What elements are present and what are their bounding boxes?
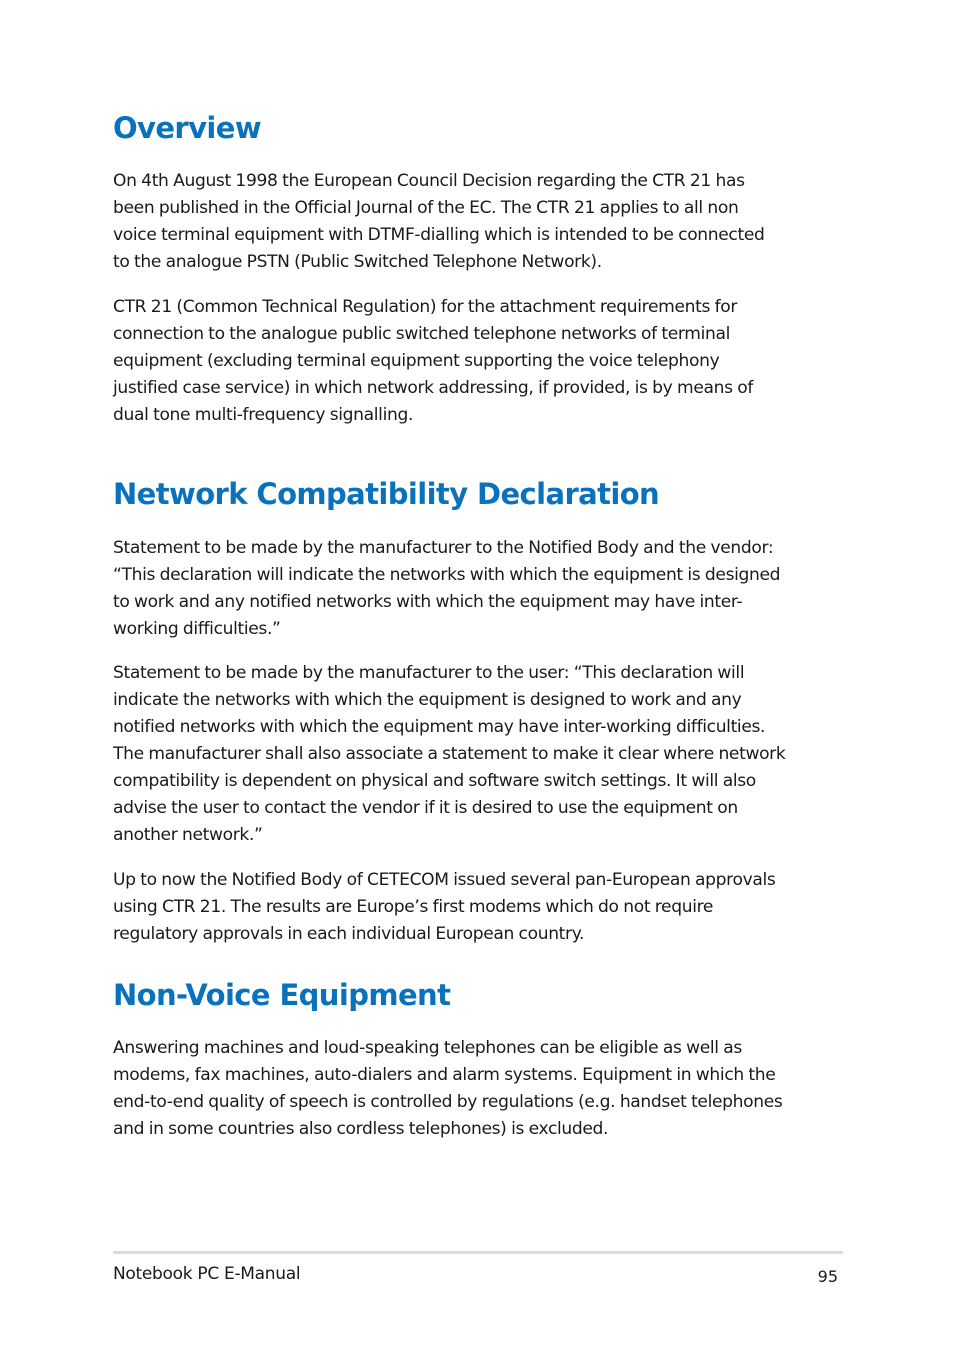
section-heading-non-voice-equipment: Non-Voice Equipment xyxy=(113,978,451,1012)
text-line: connection to the analogue public switched telephone networks of terminal xyxy=(113,324,730,344)
text-line: voice terminal equipment with DTMF-dialling which is intended to be connected xyxy=(113,225,765,245)
text-line: modems, fax machines, auto-dialers and alarm systems. Equipment in which the xyxy=(113,1065,776,1085)
text-line: to the analogue PSTN (Public Switched Telephone Network). xyxy=(113,252,602,272)
text-line: another network.” xyxy=(113,825,263,845)
text-line: CTR 21 (Common Technical Regulation) for the attachment requirements for xyxy=(113,297,738,317)
section-heading-overview: Overview xyxy=(113,111,262,145)
paragraph-overview-1 xyxy=(113,168,843,276)
paragraph-network-2 xyxy=(113,660,843,849)
text-line: The manufacturer shall also associate a statement to make it clear where network xyxy=(113,744,786,764)
text-line: equipment (excluding terminal equipment supporting the voice telephony xyxy=(113,351,720,371)
text-line: Answering machines and loud-speaking telephones can be eligible as well as xyxy=(113,1038,742,1058)
text-line: On 4th August 1998 the European Council Decision regarding the CTR 21 has xyxy=(113,171,745,191)
footer-page-number: 95 xyxy=(817,1267,838,1286)
paragraph-network-3 xyxy=(113,867,843,948)
text-line: Statement to be made by the manufacturer to the Notified Body and the vendor: xyxy=(113,538,774,558)
footer-manual-title: Notebook PC E-Manual xyxy=(113,1264,301,1284)
footer-divider xyxy=(113,1251,843,1254)
paragraph-non-voice-1 xyxy=(113,1035,843,1143)
text-line: end-to-end quality of speech is controlled by regulations (e.g. handset telephones xyxy=(113,1092,783,1112)
text-line: and in some countries also cordless telephones) is excluded. xyxy=(113,1119,609,1139)
text-line: “This declaration will indicate the networks with which the equipment is designed xyxy=(113,565,781,585)
text-line: working difficulties.” xyxy=(113,619,281,639)
text-line: been published in the Official Journal of the EC. The CTR 21 applies to all non xyxy=(113,198,739,218)
paragraph-network-1 xyxy=(113,535,843,643)
text-line: indicate the networks with which the equipment is designed to work and any xyxy=(113,690,742,710)
text-line: advise the user to contact the vendor if it is desired to use the equipment on xyxy=(113,798,738,818)
text-line: dual tone multi-frequency signalling. xyxy=(113,405,414,425)
paragraph-overview-2 xyxy=(113,294,843,429)
text-line: to work and any notified networks with which the equipment may have inter- xyxy=(113,592,743,612)
section-heading-network-compatibility: Network Compatibility Declaration xyxy=(113,477,660,511)
text-line: Statement to be made by the manufacturer to the user: “This declaration will xyxy=(113,663,745,683)
text-line: regulatory approvals in each individual European country. xyxy=(113,924,585,944)
text-line: compatibility is dependent on physical and software switch settings. It will also xyxy=(113,771,756,791)
text-line: notified networks with which the equipment may have inter-working difficulties. xyxy=(113,717,766,737)
text-line: justified case service) in which network addressing, if provided, is by means of xyxy=(113,378,754,398)
text-line: Up to now the Notified Body of CETECOM issued several pan-European approvals xyxy=(113,870,776,890)
text-line: using CTR 21. The results are Europe’s first modems which do not require xyxy=(113,897,714,917)
